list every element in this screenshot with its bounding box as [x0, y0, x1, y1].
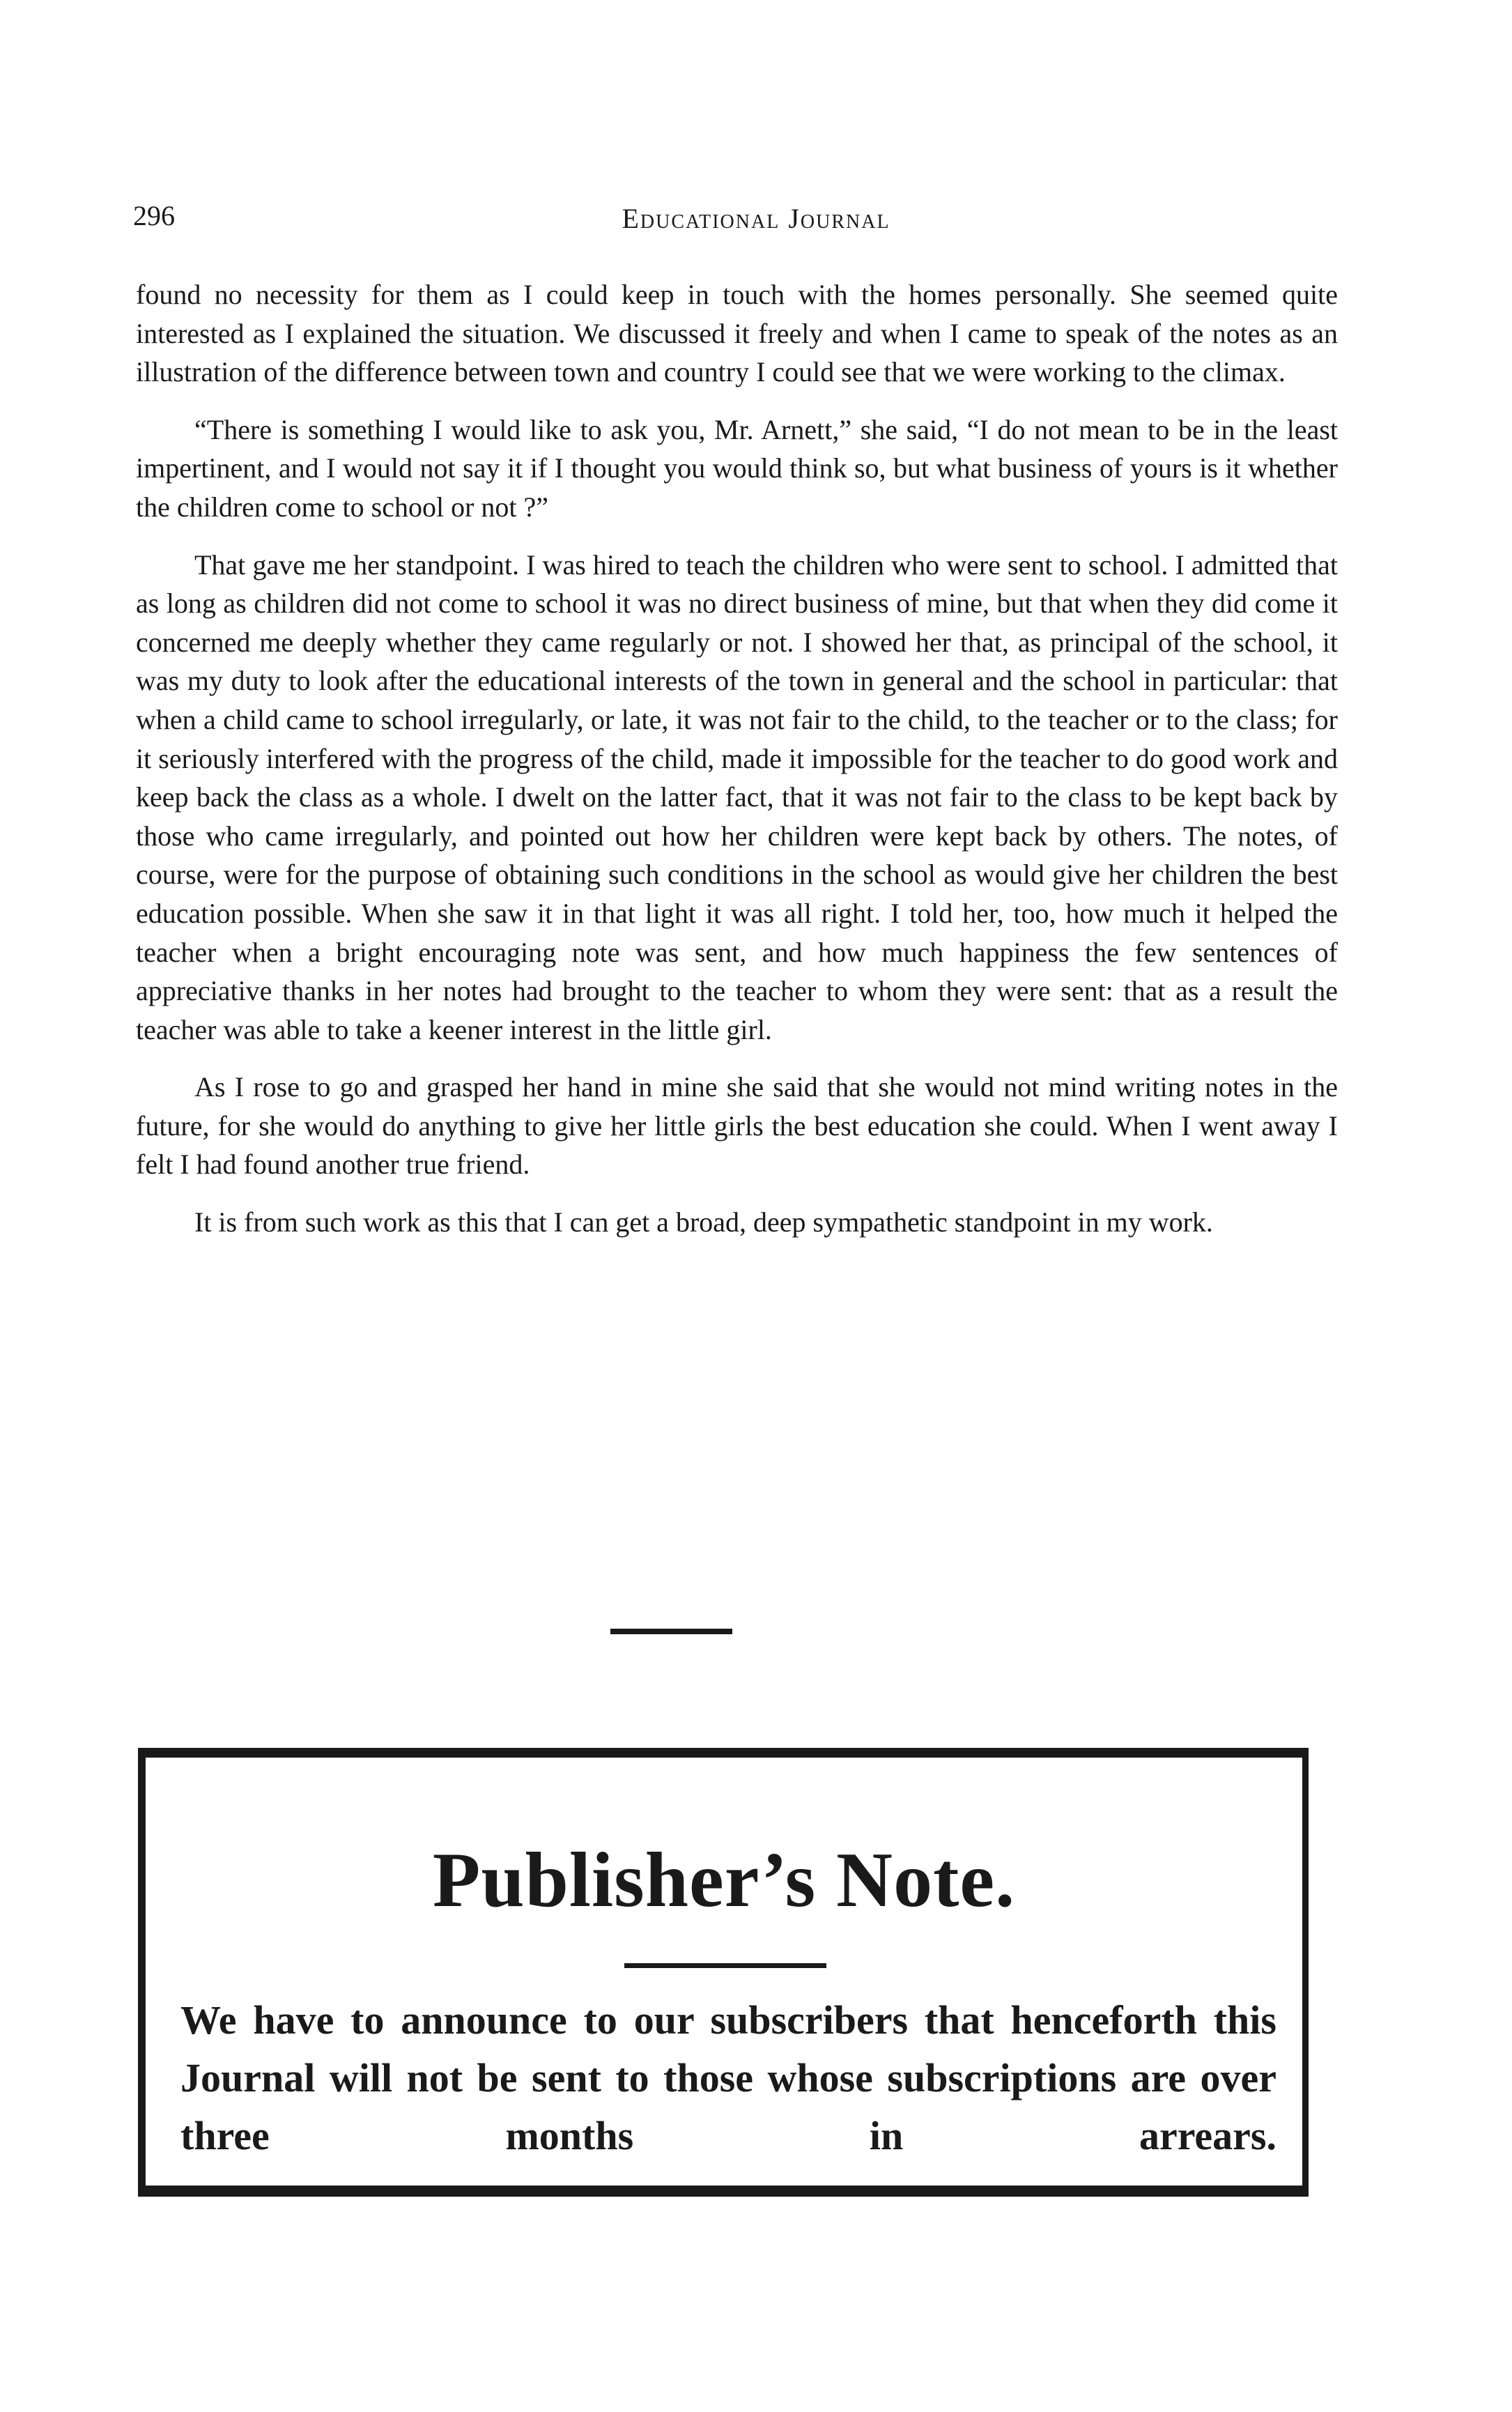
paragraph: As I rose to go and grasped her hand in mine she said that she would not mind writing notes in the future, for she would do anything to give her little girls the best education she could. When I went away I felt I had found another true friend. — [136, 1071, 1338, 1181]
paragraph: That gave me her standpoint. I was hired to teach the children who were sent to school. I admitted that as long as children did not come to school it was no direct business of mine, but that when they did come it concerned me deeply whether they came regularly or not. I showed her that, as principal of the school, it was my duty to look after the educational interests of the town in general and the school in particular: that when a child came to school irregularly, or late, it was not fair to the child, to the teacher or to the class; for it seriously interfered with the progress of the child, made it impossible for the teacher to do good work and keep back the class as a whole. I dwelt on the latter fact, that it was not fair to the class to be kept back by those who came irregularly, and pointed out how her children were kept back by others. The notes, of course, were for the purpose of obtaining such conditions in the school as would give her children the best education possible. When she saw it in that light it was all right. I told her, too, how much it helped the teacher when a bright encouraging note was sent, and how much happiness the few sentences of appreciative thanks in her notes had brought to the teacher to whom they were sent: that as a result the teacher was able to take a keener interest in the little girl. — [136, 548, 1338, 1045]
publishers-note-rule — [624, 1963, 826, 1968]
publishers-note-box — [138, 1748, 1309, 2197]
running-head: Educational Journal — [622, 203, 890, 234]
publishers-note-title: Publisher’s Note. — [432, 1837, 1016, 1923]
article-body — [136, 275, 1338, 1261]
paragraph: found no necessity for them as I could keep in touch with the homes personally. She seemed quite interested as I explained the situation. We discussed it freely and when I came to speak of the notes as an illustration of the difference between town and country I could see that we were working to the climax. — [136, 279, 1338, 388]
paragraph: It is from such work as this that I can get a broad, deep sympathetic standpoint in my work. — [194, 1206, 1213, 1238]
page-number: 296 — [133, 200, 175, 231]
section-divider — [610, 1629, 732, 1634]
publishers-note-text: We have to announce to our subscribers that henceforth this Journal will not be sent to those whose subscriptions are over three months in arrears. — [180, 1997, 1276, 2158]
paragraph: “There is something I would like to ask you, Mr. Arnett,” she said, “I do not mean to be in the least impertinent, and I would not say it if I thought you would think so, but what business of yours is it whether the children come to school or not ?” — [136, 413, 1338, 523]
